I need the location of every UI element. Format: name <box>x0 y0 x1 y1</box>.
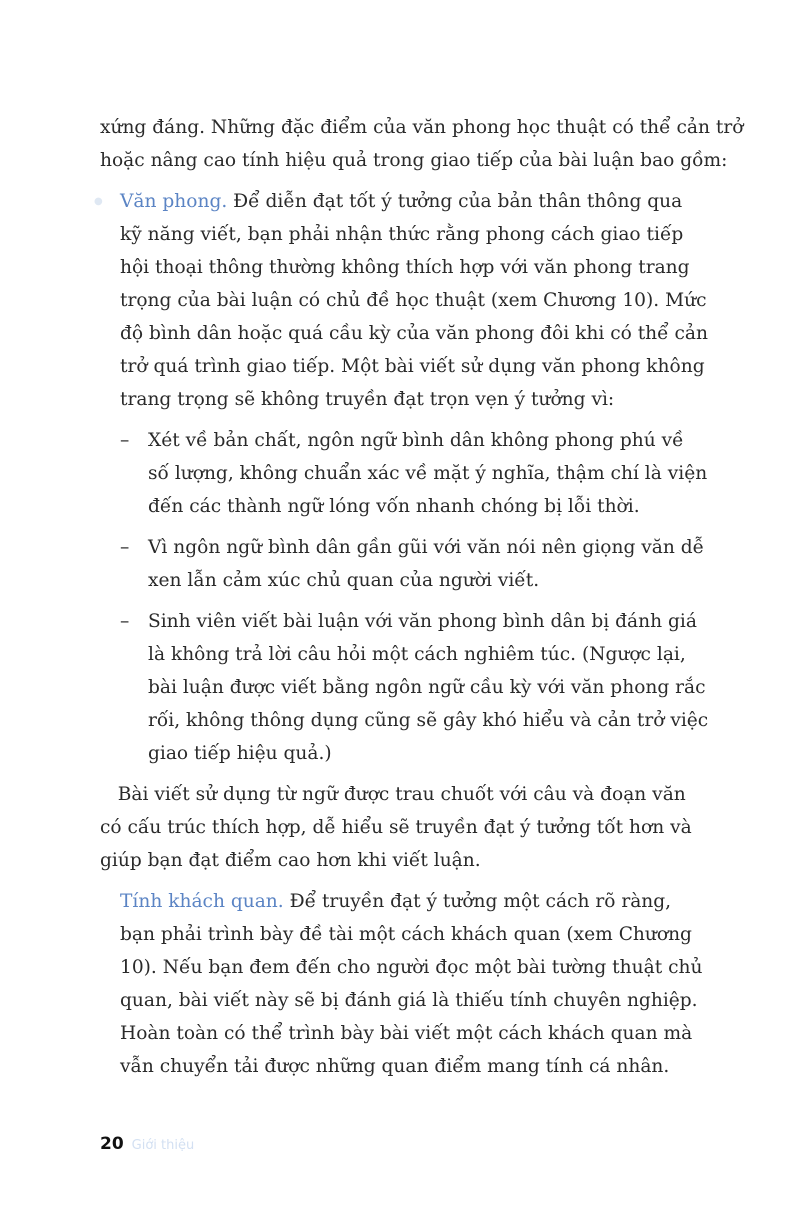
dash-line: đến các thành ngữ lóng vốn nhanh chóng bị lỗi thời. <box>148 496 640 517</box>
intro-line: hoặc nâng cao tính hiệu quả trong giao tiếp của bài luận bao gồm: <box>100 150 728 171</box>
item-line: trở quá trình giao tiếp. Một bài viết sử dụng văn phong không <box>120 356 705 377</box>
item-line: độ bình dân hoặc quá cầu kỳ của văn phong đôi khi có thể cản <box>120 323 708 344</box>
dash-text: Sinh viên viết bài luận với văn phong bình dân bị đánh giá <box>148 611 697 632</box>
dash-line: giao tiếp hiệu quả.) <box>148 743 332 764</box>
item-heading: Tính khách quan. <box>120 891 284 912</box>
dash-item <box>100 531 740 564</box>
page-body <box>94 111 744 1083</box>
dash-line: rối, không thông dụng cũng sẽ gây khó hiểu và cản trở việc <box>148 710 709 731</box>
dash-text: Xét về bản chất, ngôn ngữ bình dân không phong phú về <box>148 430 684 451</box>
item-line: 10). Nếu bạn đem đến cho người đọc một bài tường thuật chủ <box>120 957 703 978</box>
item-line: hội thoại thông thường không thích hợp với văn phong trang <box>120 257 690 278</box>
item-vanphong <box>94 185 740 218</box>
item-line: kỹ năng viết, bạn phải nhận thức rằng phong cách giao tiếp <box>120 224 684 245</box>
para-line: có cấu trúc thích hợp, dễ hiểu sẽ truyền đạt ý tưởng tốt hơn và <box>100 817 692 838</box>
item-khachquan <box>100 885 740 918</box>
intro-line: xứng đáng. Những đặc điểm của văn phong học thuật có thể cản trở <box>100 117 744 138</box>
dash-marker: – <box>120 430 130 451</box>
item-text: Để truyền đạt ý tưởng một cách rõ ràng, <box>283 891 672 912</box>
item-text: Để diễn đạt tốt ý tưởng của bản thân thông qua <box>227 191 683 212</box>
para-line: Bài viết sử dụng từ ngữ được trau chuốt với câu và đoạn văn <box>100 784 686 805</box>
dash-item <box>100 605 740 638</box>
para-line: giúp bạn đạt điểm cao hơn khi viết luận. <box>100 850 481 871</box>
item-line: quan, bài viết này sẽ bị đánh giá là thiếu tính chuyên nghiệp. <box>120 990 698 1011</box>
dash-marker: – <box>120 611 130 632</box>
dash-text: Vì ngôn ngữ bình dân gần gũi với văn nói nên giọng văn dễ <box>148 537 705 558</box>
dash-line: bài luận được viết bằng ngôn ngữ cầu kỳ với văn phong rắc <box>148 677 706 698</box>
dash-line: là không trả lời câu hỏi một cách nghiêm túc. (Ngược lại, <box>148 644 686 665</box>
section-name: Giới thiệu <box>131 1138 195 1153</box>
item-line: Hoàn toàn có thể trình bày bài viết một cách khách quan mà <box>120 1023 693 1044</box>
dash-line: xen lẫn cảm xúc chủ quan của người viết. <box>148 570 540 591</box>
bullet-icon: ● <box>94 196 103 207</box>
dash-line: số lượng, không chuẩn xác về mặt ý nghĩa, thậm chí là viện <box>148 463 708 484</box>
dash-marker: – <box>120 537 130 558</box>
item-line: trang trọng sẽ không truyền đạt trọn vẹn ý tưởng vì: <box>120 389 615 410</box>
item-line: bạn phải trình bày đề tài một cách khách quan (xem Chương <box>120 924 692 945</box>
page-footer <box>100 1133 194 1157</box>
item-line: trọng của bài luận có chủ đề học thuật (xem Chương 10). Mức <box>120 290 707 311</box>
item-line: vẫn chuyển tải được những quan điểm mang tính cá nhân. <box>120 1056 670 1077</box>
page-number: 20 <box>100 1134 124 1154</box>
dash-item <box>100 424 740 457</box>
item-heading: Văn phong. <box>120 191 228 212</box>
